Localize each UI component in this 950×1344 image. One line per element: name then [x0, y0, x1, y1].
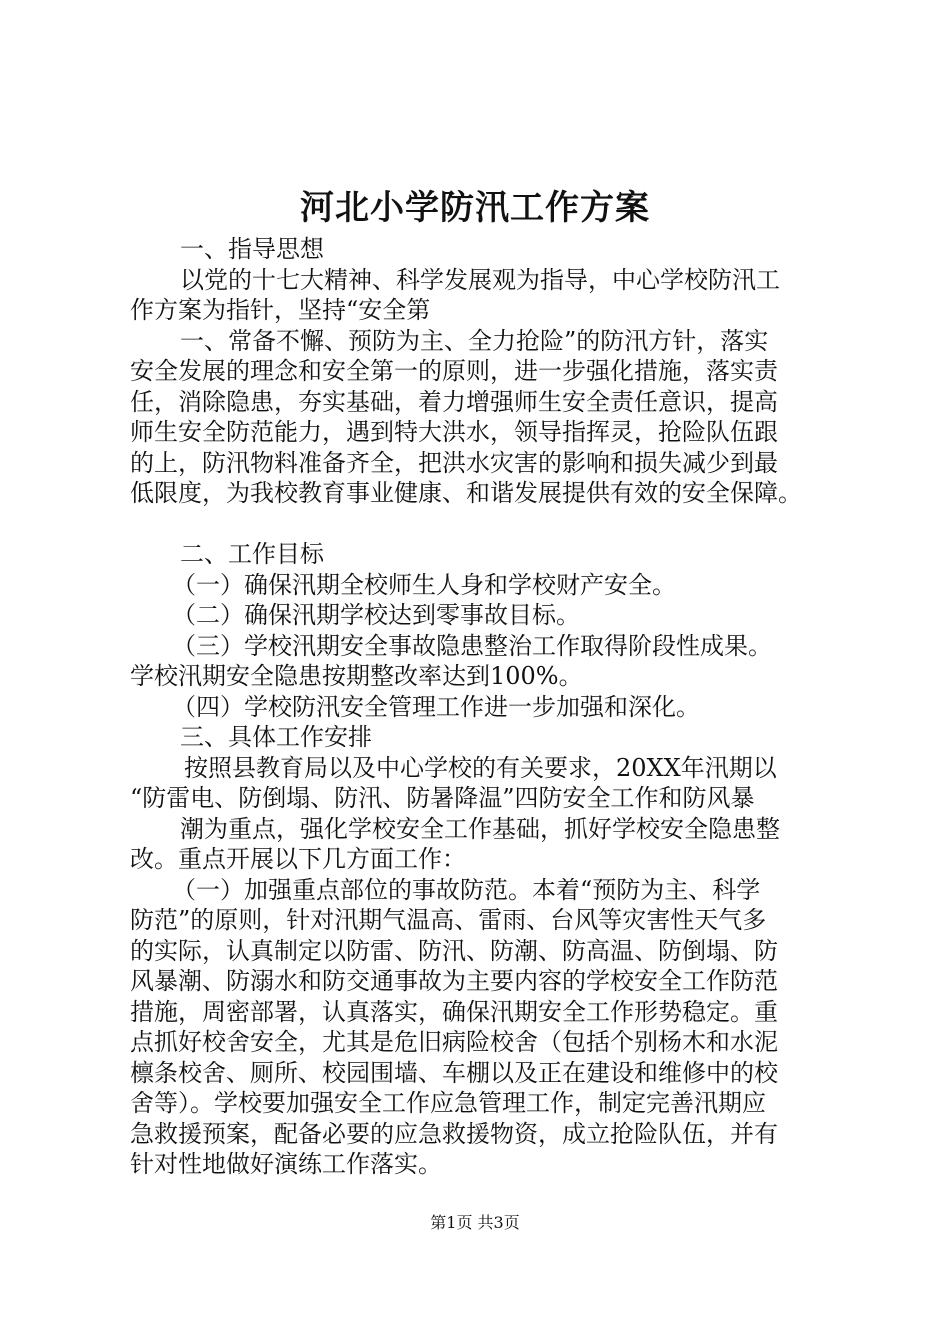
paragraph-line: “防雷电、防倒塌、防汛、防暑降温”四防安全工作和防风暴 — [130, 784, 755, 812]
paragraph-line: 低限度，为我校教育事业健康、和谐发展提供有效的安全保障。 — [130, 479, 802, 507]
section-heading: 二、工作目标 — [180, 540, 324, 568]
list-item: （四）学校防汛安全管理工作进一步加强和深化。 — [172, 692, 700, 721]
document-body — [130, 234, 842, 1180]
paragraph-line: 学校汛期安全隐患按期整改率达到100%。 — [130, 662, 583, 690]
list-item: （三）学校汛期安全事故隐患整治工作取得阶段性成果。 — [172, 631, 772, 660]
paragraph-line: 改。重点开展以下几方面工作： — [130, 845, 466, 873]
paragraph-line: 潮为重点，强化学校安全工作基础，抓好学校安全隐患整 — [180, 814, 780, 843]
paragraph-line: 按照县教育局以及中心学校的有关要求，20XX年汛期以 — [184, 753, 777, 782]
paragraph-line: 任，消除隐患，夯实基础，着力增强师生安全责任意识，提高 — [130, 387, 778, 416]
paragraph-line: 舍等）。学校要加强安全工作应急管理工作，制定完善汛期应 — [130, 1089, 766, 1117]
list-item: （一）确保汛期全校师生人身和学校财产安全。 — [172, 570, 676, 599]
paragraph-line: 措施，周密部署，认真落实，确保汛期安全工作形势稳定。重 — [130, 997, 778, 1026]
paragraph-line: 的上，防汛物料准备齐全，把洪水灾害的影响和损失减少到最 — [130, 448, 778, 477]
blank-line — [130, 509, 842, 540]
paragraph-line: 作方案为指针，坚持“安全第 — [130, 296, 431, 324]
paragraph-line: 针对性地做好演练工作落实。 — [130, 1150, 442, 1178]
paragraph-line: 檩条校舍、厕所、校园围墙、车棚以及正在建设和维修中的校 — [130, 1058, 778, 1087]
paragraph-line: 点抓好校舍安全，尤其是危旧病险校舍（包括个别杨木和水泥 — [130, 1028, 778, 1056]
section-heading: 一、指导思想 — [180, 235, 324, 263]
paragraph-line: 防范”的原则，针对汛期气温高、雷雨、台风等灾害性天气多 — [130, 906, 767, 934]
paragraph-line: 师生安全防范能力，遇到特大洪水，领导指挥灵，抢险队伍跟 — [130, 418, 778, 446]
paragraph-line: 风暴潮、防溺水和防交通事故为主要内容的学校安全工作防范 — [130, 967, 778, 995]
section-heading: 三、具体工作安排 — [180, 723, 372, 751]
paragraph-line: 以党的十七大精神、科学发展观为指导，中心学校防汛工 — [180, 265, 780, 294]
document-title: 河北小学防汛工作方案 — [300, 188, 650, 228]
paragraph-line: 安全发展的理念和安全第一的原则，进一步强化措施，落实责 — [130, 357, 778, 385]
list-item: （二）确保汛期学校达到零事故目标。 — [172, 601, 580, 629]
paragraph-line: 急救援预案，配备必要的应急救援物资，成立抢险队伍，并有 — [130, 1119, 778, 1148]
paragraph-line: 一、常备不懈、预防为主、全力抢险”的防汛方针，落实 — [180, 326, 769, 355]
page-footer: 第1页 共3页 — [430, 1213, 520, 1232]
list-item: （一）加强重点部位的事故防范。本着“预防为主、科学 — [172, 875, 761, 904]
paragraph-line: 的实际，认真制定以防雷、防汛、防潮、防高温、防倒塌、防 — [130, 936, 778, 965]
